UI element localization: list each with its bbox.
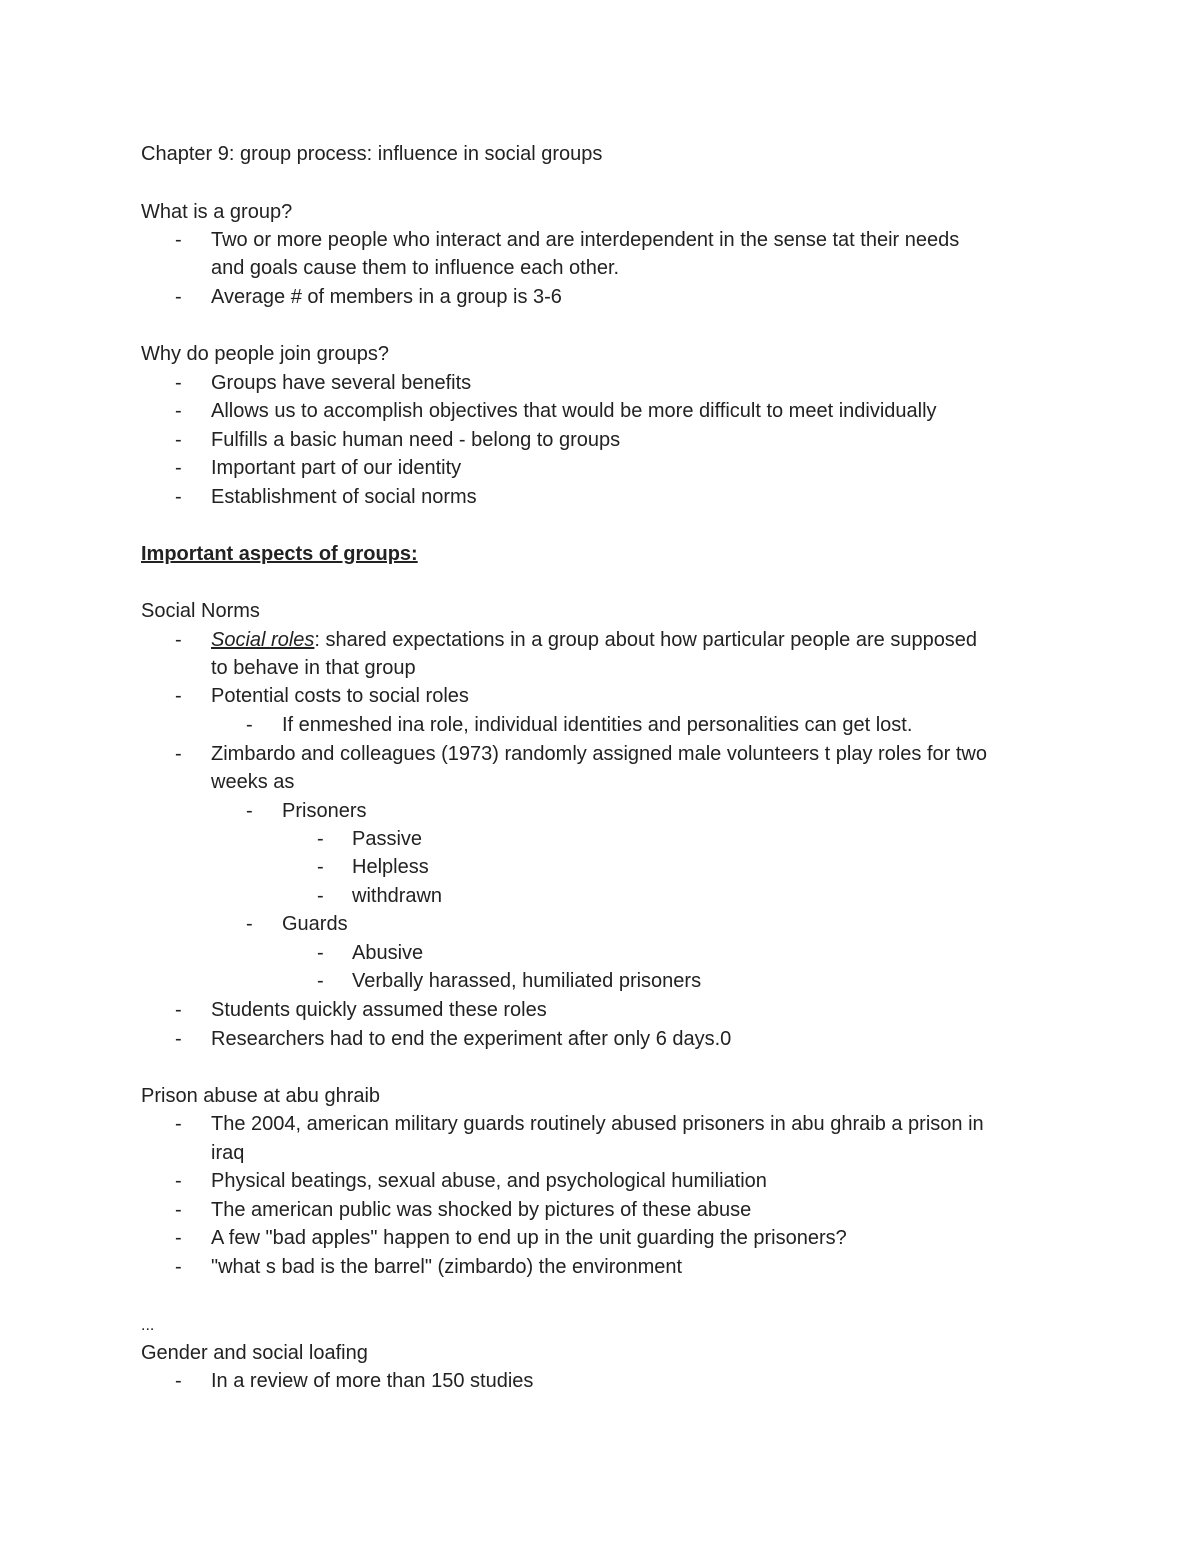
sub-sub-list-item: Abusive (352, 942, 424, 964)
bullet-dash: - (175, 372, 182, 394)
bullet-dash: - (175, 1113, 182, 1135)
list-item: Fulfills a basic human need - belong to groups (211, 429, 621, 451)
bullet-dash: - (175, 486, 182, 508)
ellipsis-text: ... (141, 1317, 155, 1334)
section-heading-social-norms: Social Norms (141, 600, 260, 622)
bullet-dash: - (317, 828, 324, 850)
list-item-social-roles (211, 626, 977, 655)
bullet-dash: - (175, 685, 182, 707)
list-item: Establishment of social norms (211, 486, 477, 508)
list-item: Average # of members in a group is 3-6 (211, 286, 562, 308)
list-item: The american public was shocked by pictures of these abuse (211, 1199, 752, 1221)
list-item-continuation: to behave in that group (211, 657, 416, 679)
bullet-dash: - (175, 1370, 182, 1392)
important-aspects-heading: Important aspects of groups: (141, 543, 418, 565)
bullet-dash: - (175, 400, 182, 422)
sub-list-item: If enmeshed ina role, individual identities and personalities can get lost. (282, 714, 913, 736)
social-roles-definition: : shared expectations in a group about how particular people are supposed (314, 629, 978, 651)
bullet-dash: - (175, 743, 182, 765)
list-item: Zimbardo and colleagues (1973) randomly assigned male volunteers t play roles for two (211, 743, 987, 765)
list-item-continuation: and goals cause them to influence each other. (211, 257, 620, 279)
bullet-dash: - (246, 714, 253, 736)
bullet-dash: - (175, 1028, 182, 1050)
list-item: Researchers had to end the experiment after only 6 days.0 (211, 1028, 732, 1050)
bullet-dash: - (246, 800, 253, 822)
bullet-dash: - (317, 856, 324, 878)
bullet-dash: - (175, 286, 182, 308)
section-heading-what-is-group: What is a group? (141, 201, 293, 223)
list-item: Students quickly assumed these roles (211, 999, 547, 1021)
bullet-dash: - (175, 457, 182, 479)
list-item: "what s bad is the barrel" (zimbardo) the environment (211, 1256, 683, 1278)
bullet-dash: - (175, 1256, 182, 1278)
list-item: Groups have several benefits (211, 372, 472, 394)
sub-sub-list-item: Verbally harassed, humiliated prisoners (352, 970, 702, 992)
bullet-dash: - (175, 429, 182, 451)
list-item: The 2004, american military guards routinely abused prisoners in abu ghraib a prison in (211, 1113, 984, 1135)
sub-sub-list-item: Passive (352, 828, 423, 850)
list-item: Potential costs to social roles (211, 685, 469, 707)
sub-list-item: Guards (282, 913, 348, 935)
bullet-dash: - (175, 1227, 182, 1249)
bullet-dash: - (317, 942, 324, 964)
list-item: Two or more people who interact and are interdependent in the sense tat their needs (211, 229, 960, 251)
sub-list-item: Prisoners (282, 800, 367, 822)
social-roles-term: Social roles (211, 629, 315, 651)
bullet-dash: - (175, 1199, 182, 1221)
bullet-dash: - (175, 999, 182, 1021)
list-item-continuation: iraq (211, 1142, 245, 1164)
list-item: Allows us to accomplish objectives that would be more difficult to meet individually (211, 400, 937, 422)
bullet-dash: - (317, 970, 324, 992)
list-item: In a review of more than 150 studies (211, 1370, 534, 1392)
bullet-dash: - (175, 629, 182, 651)
section-heading-abu-ghraib: Prison abuse at abu ghraib (141, 1085, 381, 1107)
list-item: Important part of our identity (211, 457, 462, 479)
sub-sub-list-item: Helpless (352, 856, 429, 878)
sub-sub-list-item: withdrawn (352, 885, 443, 907)
list-item: A few "bad apples" happen to end up in the unit guarding the prisoners? (211, 1227, 847, 1249)
bullet-dash: - (246, 913, 253, 935)
list-item-continuation: weeks as (211, 771, 295, 793)
bullet-dash: - (175, 229, 182, 251)
section-heading-why-join: Why do people join groups? (141, 343, 389, 365)
section-heading-gender-loafing: Gender and social loafing (141, 1342, 368, 1364)
list-item: Physical beatings, sexual abuse, and psychological humiliation (211, 1170, 767, 1192)
bullet-dash: - (317, 885, 324, 907)
document-title: Chapter 9: group process: influence in social groups (141, 143, 603, 165)
bullet-dash: - (175, 1170, 182, 1192)
